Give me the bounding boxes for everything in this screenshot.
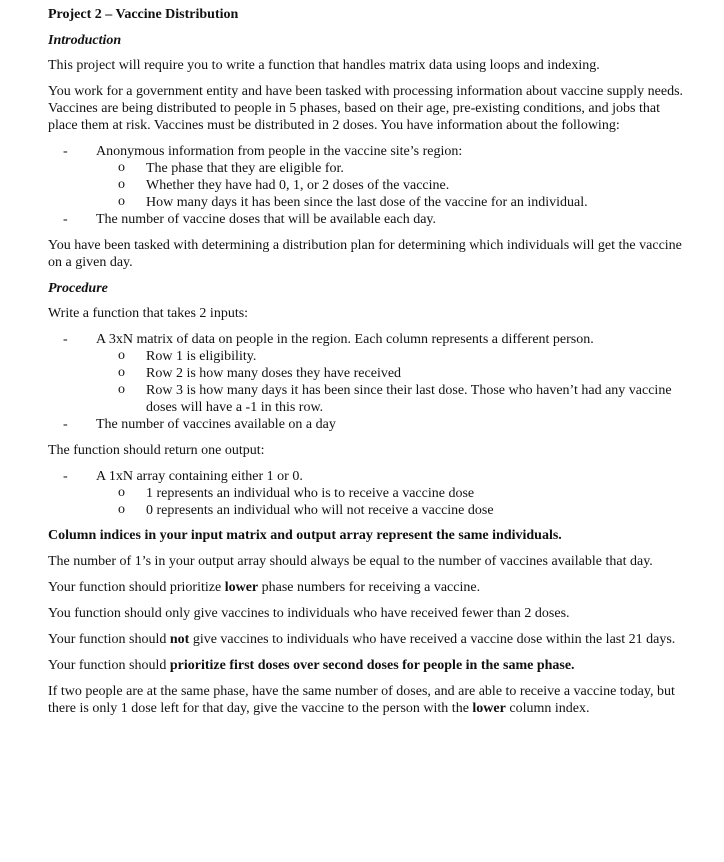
bold-note-text: Column indices in your input matrix and output array represent the same individuals.	[48, 528, 562, 543]
list-item	[48, 143, 688, 211]
emphasis: lower	[472, 701, 506, 716]
procedure-paragraph-8	[48, 683, 688, 717]
list-item-text: Anonymous information from people in the vaccine site’s region:	[96, 144, 463, 159]
sub-list	[96, 485, 688, 519]
procedure-paragraph-2: The function should return one output:	[48, 443, 265, 458]
outputs-list	[48, 468, 688, 519]
list-item: - The number of vaccine doses that will be available each day.	[48, 211, 688, 228]
text-span: give vaccines to individuals who have received a vaccine dose within the last 21 days.	[189, 632, 676, 647]
procedure-paragraph-1: Write a function that takes 2 inputs:	[48, 306, 249, 321]
text-span: If two people are at the same phase, have the same number of doses, and are able to receive a vaccine today, but there is only 1 dose left for that day, give the vaccine to the person with the	[48, 684, 675, 716]
sub-list	[96, 160, 688, 211]
text-span: Your function should	[48, 632, 170, 647]
list-item	[48, 468, 688, 519]
sub-list-item: o Row 3 is how many days it has been since their last dose. Those who haven’t had any vaccine doses will have a -1 in this row.	[96, 382, 688, 416]
procedure-heading: Procedure	[48, 281, 108, 296]
procedure-paragraph-4	[48, 579, 688, 596]
procedure-paragraph-7	[48, 657, 688, 674]
intro-paragraph-3: You have been tasked with determining a distribution plan for determining which individuals will get the vaccine on a given day.	[48, 238, 682, 270]
emphasis: prioritize first doses over second doses for people in the same phase.	[169, 658, 575, 673]
procedure-paragraph-5: You function should only give vaccines to individuals who have received fewer than 2 doses.	[48, 606, 570, 621]
sub-list	[96, 348, 688, 416]
emphasis: lower	[224, 580, 259, 595]
list-item: - The number of vaccines available on a day	[48, 416, 688, 433]
document-title: Project 2 – Vaccine Distribution	[48, 7, 239, 22]
intro-paragraph-1: This project will require you to write a function that handles matrix data using loops and indexing.	[48, 58, 600, 73]
list-item-text: A 3xN matrix of data on people in the region. Each column represents a different person.	[96, 332, 594, 347]
text-span: Your function should prioritize	[48, 580, 225, 595]
emphasis: not	[169, 632, 190, 647]
inputs-list	[48, 331, 688, 433]
text-span: Your function should	[48, 658, 170, 673]
sub-list-item: o Row 2 is how many doses they have received	[96, 365, 688, 382]
sub-list-item: o 0 represents an individual who will not receive a vaccine dose	[96, 502, 688, 519]
list-item	[48, 331, 688, 416]
intro-paragraph-2: You work for a government entity and have been tasked with processing information about vaccine supply needs. Vaccines are being distributed to people in 5 phases, based on their age, pre-existing conditions, and jobs that place them at risk. Vaccines must be distributed in 2 doses. You have information about the following:	[48, 84, 684, 133]
sub-list-item: o 1 represents an individual who is to receive a vaccine dose	[96, 485, 688, 502]
text-span: phase numbers for receiving a vaccine.	[258, 580, 481, 595]
procedure-paragraph-3: The number of 1’s in your output array should always be equal to the number of vaccines available that day.	[48, 554, 653, 569]
sub-list-item: o Row 1 is eligibility.	[96, 348, 688, 365]
sub-list-item: o The phase that they are eligible for.	[96, 160, 688, 177]
procedure-paragraph-6	[48, 631, 688, 648]
text-span: column index.	[505, 701, 590, 716]
list-item-text: A 1xN array containing either 1 or 0.	[96, 469, 303, 484]
introduction-heading: Introduction	[48, 33, 122, 48]
information-list	[48, 143, 688, 228]
bold-note	[48, 527, 688, 544]
sub-list-item: o Whether they have had 0, 1, or 2 doses of the vaccine.	[96, 177, 688, 194]
sub-list-item: o How many days it has been since the last dose of the vaccine for an individual.	[96, 194, 688, 211]
document-body	[48, 6, 688, 726]
